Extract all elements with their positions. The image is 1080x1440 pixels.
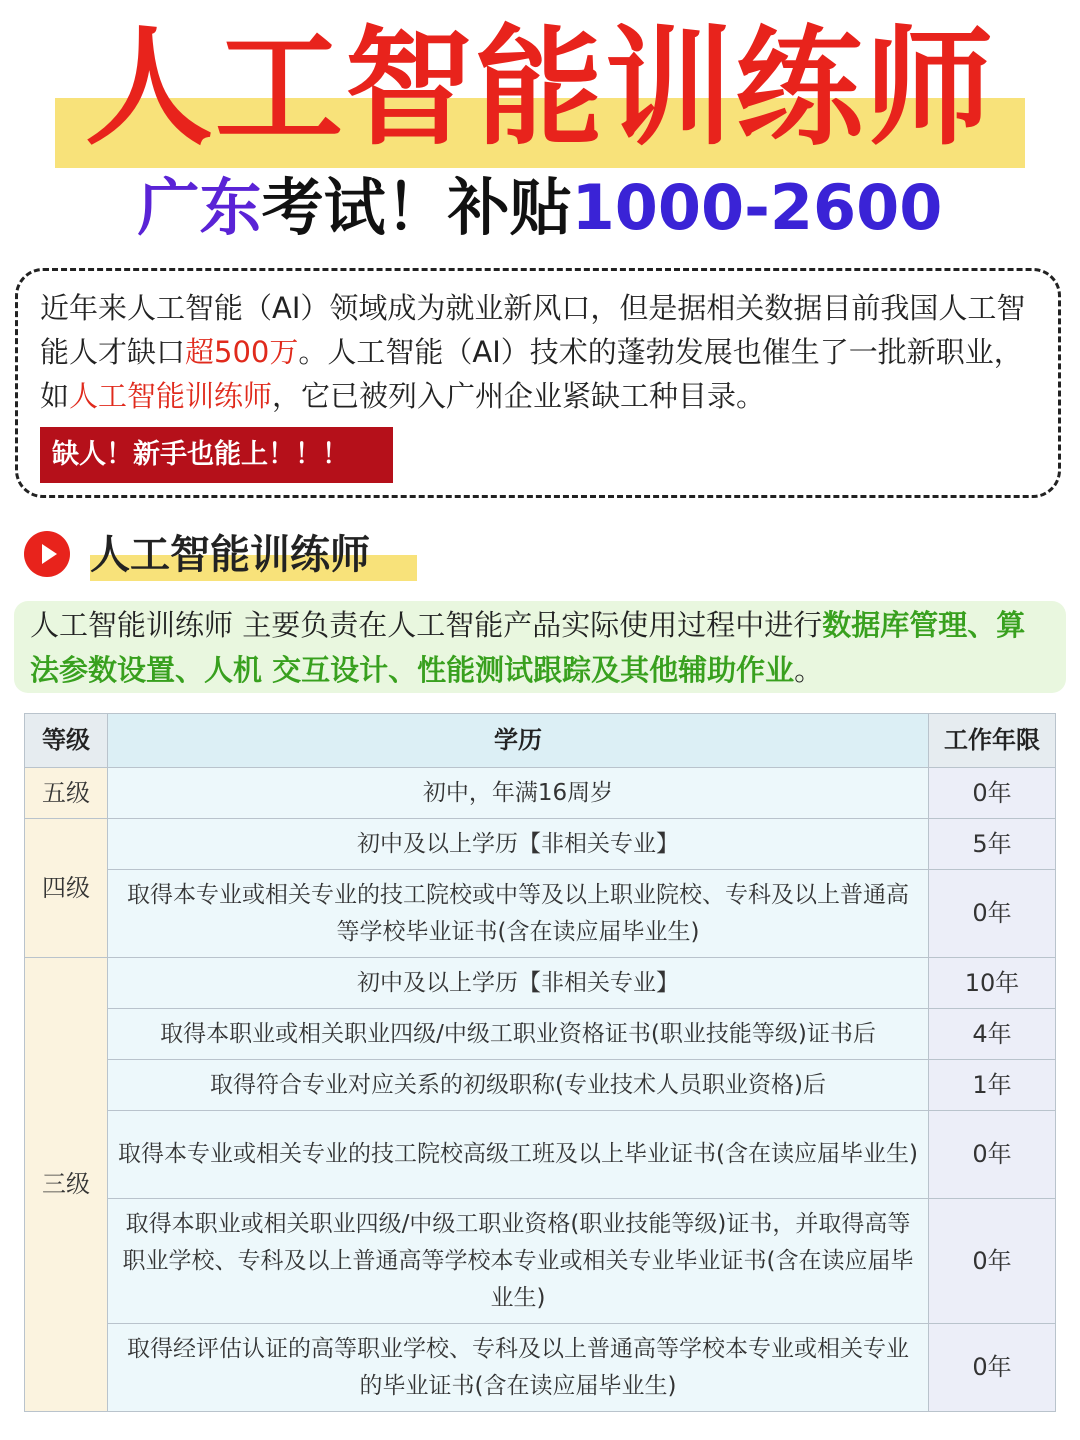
years-cell: 0年 [929, 1111, 1056, 1199]
page-title: 人工智能训练师 [84, 14, 995, 163]
subtitle-middle: 考试！补贴 [261, 171, 572, 244]
subtitle-region: 广东 [137, 171, 262, 244]
years-cell: 0年 [929, 768, 1056, 819]
education-cell: 取得本专业或相关专业的技工院校高级工班及以上毕业证书(含在读应届毕业生) [108, 1111, 929, 1199]
table-row [25, 1199, 1056, 1324]
education-cell: 取得本职业或相关职业四级/中级工职业资格证书(职业技能等级)证书后 [108, 1009, 929, 1060]
alert-badge: 缺人！新手也能上！！！ [40, 427, 393, 483]
table-row [25, 768, 1056, 819]
section-title: 人工智能训练师 [90, 532, 370, 578]
years-cell: 4年 [929, 1009, 1056, 1060]
header-years: 工作年限 [929, 714, 1056, 768]
years-cell: 10年 [929, 958, 1056, 1009]
title-area [0, 14, 1080, 164]
intro-highlight-gap: 超500万 [185, 335, 299, 369]
education-cell: 取得本职业或相关职业四级/中级工职业资格(职业技能等级)证书，并取得高等职业学校、专科及以上普通高等学校本专业或相关专业毕业证书(含在读应届毕业生) [108, 1199, 929, 1324]
desc-text: 人工智能训练师 主要负责在人工智能产品实际使用过程中进行 [30, 608, 823, 642]
intro-text-a: 近年来人工智能（AI）领域成为就业新风口，但是据相关数据目前我国人工智能人才缺口 [40, 291, 1026, 369]
years-cell: 5年 [929, 819, 1056, 870]
level-cell: 三级 [25, 958, 108, 1412]
level-cell: 四级 [25, 819, 108, 958]
table-row [25, 870, 1056, 958]
education-cell: 取得符合专业对应关系的初级职称(专业技术人员职业资格)后 [108, 1060, 929, 1111]
education-cell: 取得本专业或相关专业的技工院校或中等及以上职业院校、专科及以上普通高等学校毕业证书(含在读应届毕业生) [108, 870, 929, 958]
table-row [25, 1111, 1056, 1199]
years-cell: 1年 [929, 1060, 1056, 1111]
job-description [14, 601, 1066, 693]
intro-highlight-job: 人工智能训练师 [69, 379, 273, 413]
table-row [25, 958, 1056, 1009]
table-row [25, 1009, 1056, 1060]
header-education: 学历 [108, 714, 929, 768]
education-cell: 初中及以上学历【非相关专业】 [108, 958, 929, 1009]
table-row [25, 819, 1056, 870]
subtitle [0, 168, 1080, 248]
years-cell: 0年 [929, 1324, 1056, 1412]
desc-end: 。 [794, 653, 824, 687]
level-cell: 五级 [25, 768, 108, 819]
header-level: 等级 [25, 714, 108, 768]
intro-text-b: 。人工智能（AI）技术的蓬勃发展也催生了一批新职业，如 [40, 335, 1023, 413]
years-cell: 0年 [929, 870, 1056, 958]
education-cell: 初中，年满16周岁 [108, 768, 929, 819]
desc-highlight: 数据库管理、算法参数设置、人机 交互设计、性能测试跟踪及其他辅助作业 [30, 608, 1026, 687]
intro-paragraph [40, 286, 1050, 418]
intro-text-c: ，它已被列入广州企业紧缺工种目录。 [272, 379, 766, 413]
table-header-row [25, 714, 1056, 768]
subtitle-amount: 1000-2600 [571, 171, 943, 244]
requirements-table [24, 713, 1056, 1412]
play-circle-icon [24, 531, 70, 577]
education-cell: 初中及以上学历【非相关专业】 [108, 819, 929, 870]
education-cell: 取得经评估认证的高等职业学校、专科及以上普通高等学校本专业或相关专业的毕业证书(含在读应届毕业生) [108, 1324, 929, 1412]
table-row [25, 1060, 1056, 1111]
years-cell: 0年 [929, 1199, 1056, 1324]
table-row [25, 1324, 1056, 1412]
